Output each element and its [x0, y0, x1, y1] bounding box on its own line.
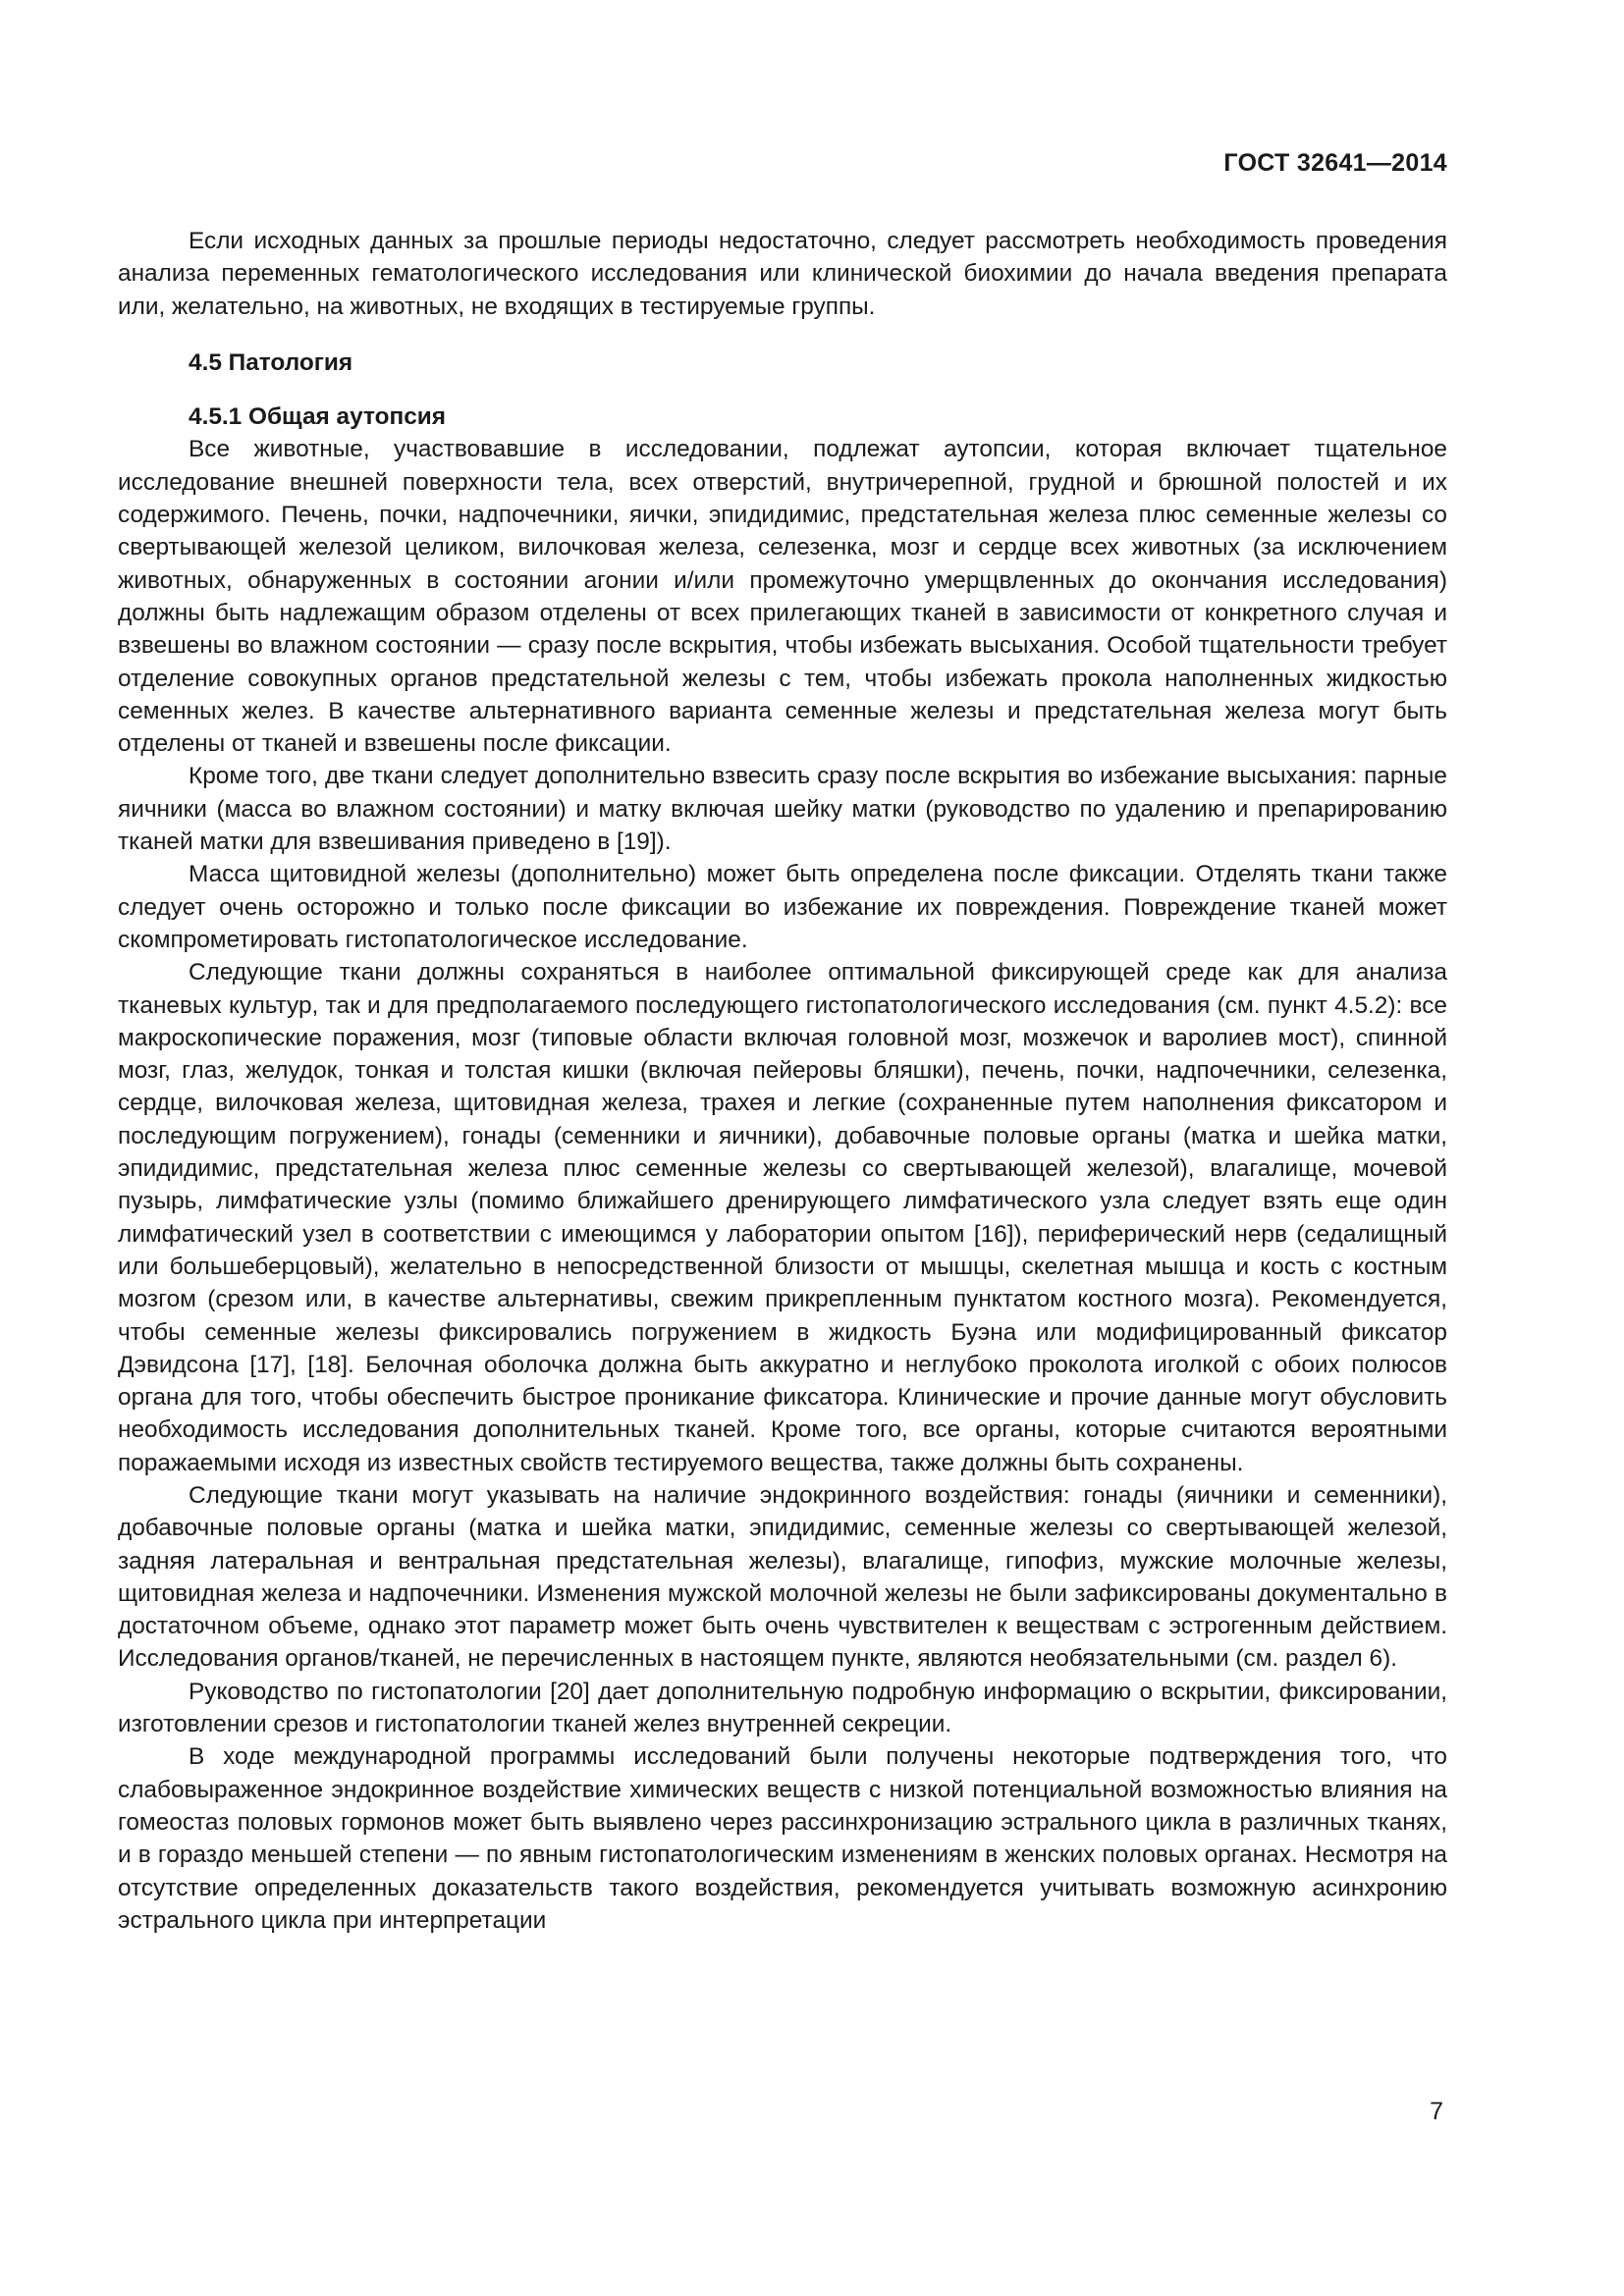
- paragraph-thyroid-mass: Масса щитовидной железы (дополнительно) может быть определена после фиксации. Отделять ткани также следует очень осторожно и только после фиксации во избежание их повреждения. Повреждение тканей может скомпрометировать гистопатологическое исследование.: [118, 861, 1447, 953]
- paragraph-estrous-cycle: В ходе международной программы исследований были получены некоторые подтверждения того, что слабовыраженное эндокринное воздействие химических веществ с низкой потенциальной возможностью влияния на гомеостаз половых гормонов может быть выявлено через рассинхронизацию эстрального цикла в различных тканях, и в гораздо меньшей степени — по явным гистопатологическим изменениям в женских половых органах. Несмотря на отсутствие определенных доказательств такого воздействия, рекомендуется учитывать возможную асинхронию эстрального цикла при интерпретации: [118, 1743, 1447, 1934]
- paragraph-baseline-data: Если исходных данных за прошлые периоды недостаточно, следует рассмотреть необходимость проведения анализа переменных гематологического исследования или клинической биохимии до начала введения препарата или, желательно, на животных, не входящих в тестируемые группы.: [118, 228, 1447, 320]
- paragraph-endocrine-tissues: Следующие ткани могут указывать на наличие эндокринного воздействия: гонады (яичники и семенники), добавочные половые органы (матка и шейка матки, эпидидимис, семенные железы со свертывающей железой, задняя латеральная и вентральная предстательная железы), влагалище, гипофиз, мужские молочные железы, щитовидная железа и надпочечники. Изменения мужской молочной железы не были зафиксированы документально в достаточном объеме, однако этот параметр может быть очень чувствителен к веществам с эстрогенным действием. Исследования органов/тканей, не перечисленных в настоящем пункте, являются необязательными (см. раздел 6).: [118, 1481, 1447, 1673]
- paragraph-autopsy-scope: Все животные, участвовавшие в исследовании, подлежат аутопсии, которая включает тщательное исследование внешней поверхности тела, всех отверстий, внутричерепной, грудной и брюшной полостей и их содержимого. Печень, почки, надпочечники, яички, эпидидимис, предстательная железа плюс семенные железы со свертывающей железой целиком, вилочковая железа, селезенка, мозг и сердце всех животных (за исключением животных, обнаруженных в состоянии агонии и/или промежуточно умерщвленных до окончания исследования) должны быть надлежащим образом отделены от всех прилегающих тканей в зависимости от конкретного случая и взвешены во влажном состоянии — сразу после вскрытия, чтобы избежать высыхания. Особой тщательности требует отделение совокупных органов предстательной железы с тем, чтобы избежать прокола наполненных жидкостью семенных желез. В качестве альтернативного варианта семенные железы и предстательная железа могут быть отделены от тканей и взвешены после фиксации.: [118, 436, 1447, 758]
- page-body: [118, 225, 1447, 1937]
- document-code: ГОСТ 32641—2014: [1223, 149, 1447, 177]
- subsection-heading-autopsy: 4.5.1 Общая аутопсия: [189, 403, 446, 431]
- section-heading-pathology: 4.5 Патология: [189, 348, 353, 376]
- paragraph-tissue-preservation: Следующие ткани должны сохраняться в наиболее оптимальной фиксирующей среде как для анализа тканевых культур, так и для предполагаемого последующего гистопатологического исследования (см. пункт 4.5.2): все макроскопические поражения, мозг (типовые области включая головной мозг, мозжечок и варолиев мост), спинной мозг, глаз, желудок, тонкая и толстая кишки (включая пейеровы бляшки), печень, почки, надпочечники, селезенка, сердце, вилочковая железа, щитовидная железа, трахея и легкие (сохраненные путем наполнения фиксатором и последующим погружением), гонады (семенники и яичники), добавочные половые органы (матка и шейка матки, эпидидимис, предстательная железа плюс семенные железы со свертывающей железой), влагалище, мочевой пузырь, лимфатические узлы (помимо ближайшего дренирующего лимфатического узла следует взять еще один лимфатический узел в соответствии с имеющимся у лаборатории опытом [16]), периферический нерв (седалищный или большеберцовый), желательно в непосредственной близости от мышцы, скелетная мышца и кость с костным мозгом (срезом или, в качестве альтернативы, свежим прикрепленным пунктатом костного мозга). Рекомендуется, чтобы семенные железы фиксировались погружением в жидкость Буэна или модифицированный фиксатор Дэвидсона [17], [18]. Белочная оболочка должна быть аккуратно и неглубоко проколота иголкой с обоих полюсов органа для того, чтобы обеспечить быстрое проникание фиксатора. Клинические и прочие данные могут обусловить необходимость исследования дополнительных тканей. Кроме того, все органы, которые считаются вероятными поражаемыми исходя из известных свойств тестируемого вещества, также должны быть сохранены.: [118, 959, 1447, 1476]
- page-number: 7: [1430, 2098, 1443, 2125]
- paragraph-additional-weighing: Кроме того, две ткани следует дополнительно взвесить сразу после вскрытия во избежание высыхания: парные яичники (масса во влажном состоянии) и матку включая шейку матки (руководство по удалению и препарированию тканей матки для взвешивания приведено в [19]).: [118, 763, 1447, 856]
- paragraph-histopathology-guide: Руководство по гистопатологии [20] дает дополнительную подробную информацию о вскрытии, фиксировании, изготовлении срезов и гистопатологии тканей желез внутренней секреции.: [118, 1678, 1447, 1738]
